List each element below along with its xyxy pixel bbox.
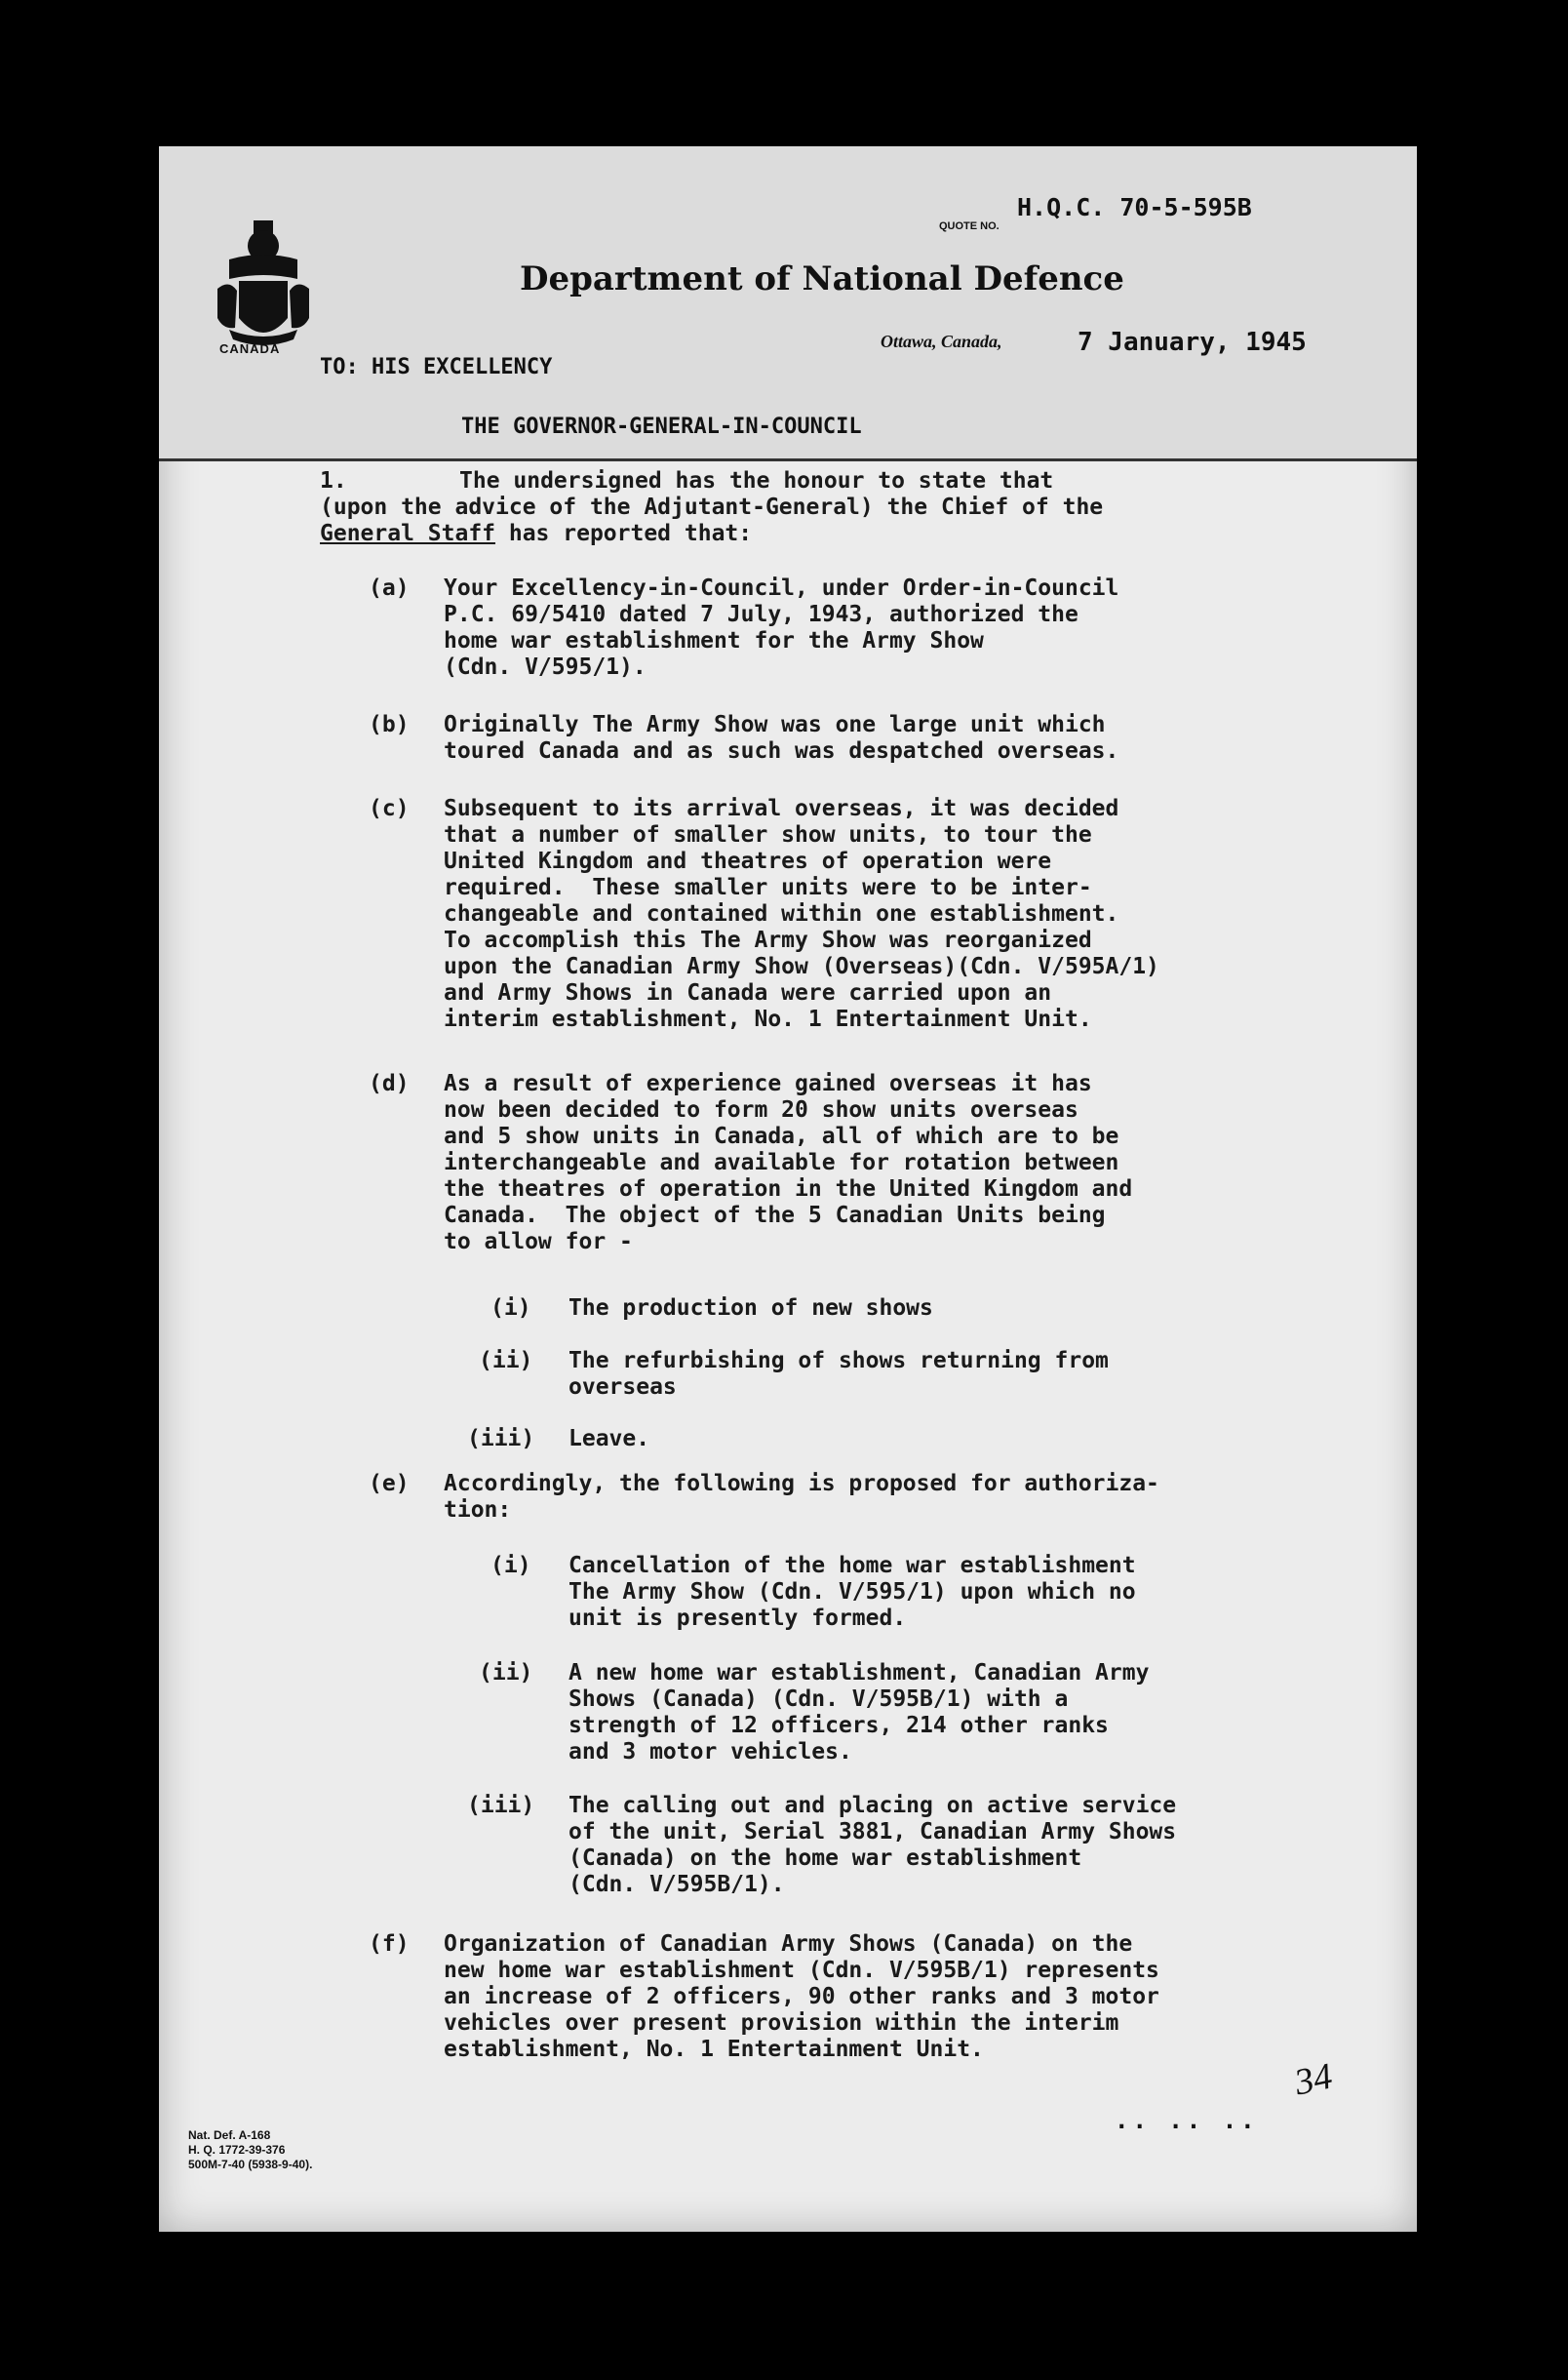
form-footer	[188, 2128, 312, 2172]
canada-crest-icon	[210, 220, 317, 386]
subitem-text: Leave.	[568, 1426, 650, 1451]
subitem-marker: (i)	[490, 1553, 531, 1578]
letter-date: 7 January, 1945	[1078, 328, 1307, 357]
handwritten-page-number: 34	[1291, 2055, 1336, 2104]
subitem-text: A new home war establishment, Canadian Army Shows (Canada) (Cdn. V/595B/1) with a strength of 12 officers, 214 other ranks and 3 motor vehicles.	[568, 1660, 1150, 1765]
subitem-text: The refurbishing of shows returning from overseas	[568, 1348, 1109, 1400]
footer-line: Nat. Def. A-168	[188, 2128, 271, 2142]
subitem-marker: (ii)	[479, 1348, 533, 1373]
subitem-text: The production of new shows	[568, 1295, 933, 1321]
file-number: H.Q.C. 70-5-595B	[1017, 193, 1252, 221]
addressee-line: TO: HIS EXCELLENCY	[320, 355, 553, 379]
item-marker: (f)	[369, 1931, 410, 1957]
subitem-marker: (i)	[490, 1295, 531, 1321]
place-label: Ottawa, Canada,	[881, 332, 1002, 351]
item-text: As a result of experience gained overseas it has now been decided to form 20 show units overseas and 5 show units in Canada, all of which are to be interchangeable and available for rotation between the theatres of operation in the United Kingdom and Canada. The object of the 5 Canadian Units being to allow for -	[444, 1071, 1133, 1254]
para-text: has reported that:	[495, 521, 753, 546]
quote-no-label: QUOTE NO.	[939, 220, 1000, 232]
item-text: Originally The Army Show was one large unit which toured Canada and as such was despatched overseas.	[444, 712, 1119, 764]
subitem-text: The calling out and placing on active service of the unit, Serial 3881, Canadian Army Shows (Canada) on the home war establishment (Cdn. V/595B/1).	[568, 1793, 1177, 1897]
letterhead	[159, 146, 1417, 461]
item-marker: (c)	[369, 796, 410, 821]
item-marker: (d)	[369, 1071, 410, 1096]
item-text: Organization of Canadian Army Shows (Canada) on the new home war establishment (Cdn. V/595B/1) represents an increase of 2 officers, 90 other ranks and 3 motor vehicles over present provision within the interim establishment, No. 1 Entertainment Unit.	[444, 1931, 1159, 2062]
subitem-marker: (iii)	[467, 1426, 535, 1451]
item-marker: (b)	[369, 712, 410, 737]
footer-line: 500M-7-40 (5938-9-40).	[188, 2158, 313, 2171]
item-text: Your Excellency-in-Council, under Order-in-Council P.C. 69/5410 dated 7 July, 1943, authorized the home war establishment for the Army Show (Cdn. V/595/1).	[444, 575, 1119, 680]
crest-label: CANADA	[219, 341, 281, 356]
department-title: Department of National Defence	[520, 259, 1124, 298]
document-page	[159, 146, 1417, 2232]
underlined-text: General Staff	[320, 521, 496, 546]
subitem-text: Cancellation of the home war establishment The Army Show (Cdn. V/595/1) upon which no unit is presently formed.	[568, 1553, 1136, 1631]
para-line: The undersigned has the honour to state that	[459, 468, 1054, 494]
para-line: (upon the advice of the Adjutant-General) the Chief of the	[320, 495, 1104, 520]
item-text: Accordingly, the following is proposed for authoriza- tion:	[444, 1471, 1159, 1523]
item-text: Subsequent to its arrival overseas, it was decided that a number of smaller show units, to tour the United Kingdom and theatres of operation were required. These smaller units were to be inter- changeable and contained within one establishment. To accomplish this The Army Show was reorganized upon the Canadian Army Show (Overseas)(Cdn. V/595A/1) and Army Shows in Canada were carried upon an interim establishment, No. 1 Entertainment Unit.	[444, 796, 1159, 1032]
para-number: 1.	[320, 468, 347, 494]
item-marker: (e)	[369, 1471, 410, 1496]
subitem-marker: (ii)	[479, 1660, 533, 1686]
para-line	[320, 521, 752, 547]
footer-line: H. Q. 1772-39-376	[188, 2143, 286, 2157]
subitem-marker: (iii)	[467, 1793, 535, 1818]
item-marker: (a)	[369, 575, 410, 601]
continuation-dots: .. .. ..	[1115, 2107, 1259, 2134]
addressee-line-2: THE GOVERNOR-GENERAL-IN-COUNCIL	[461, 415, 862, 439]
